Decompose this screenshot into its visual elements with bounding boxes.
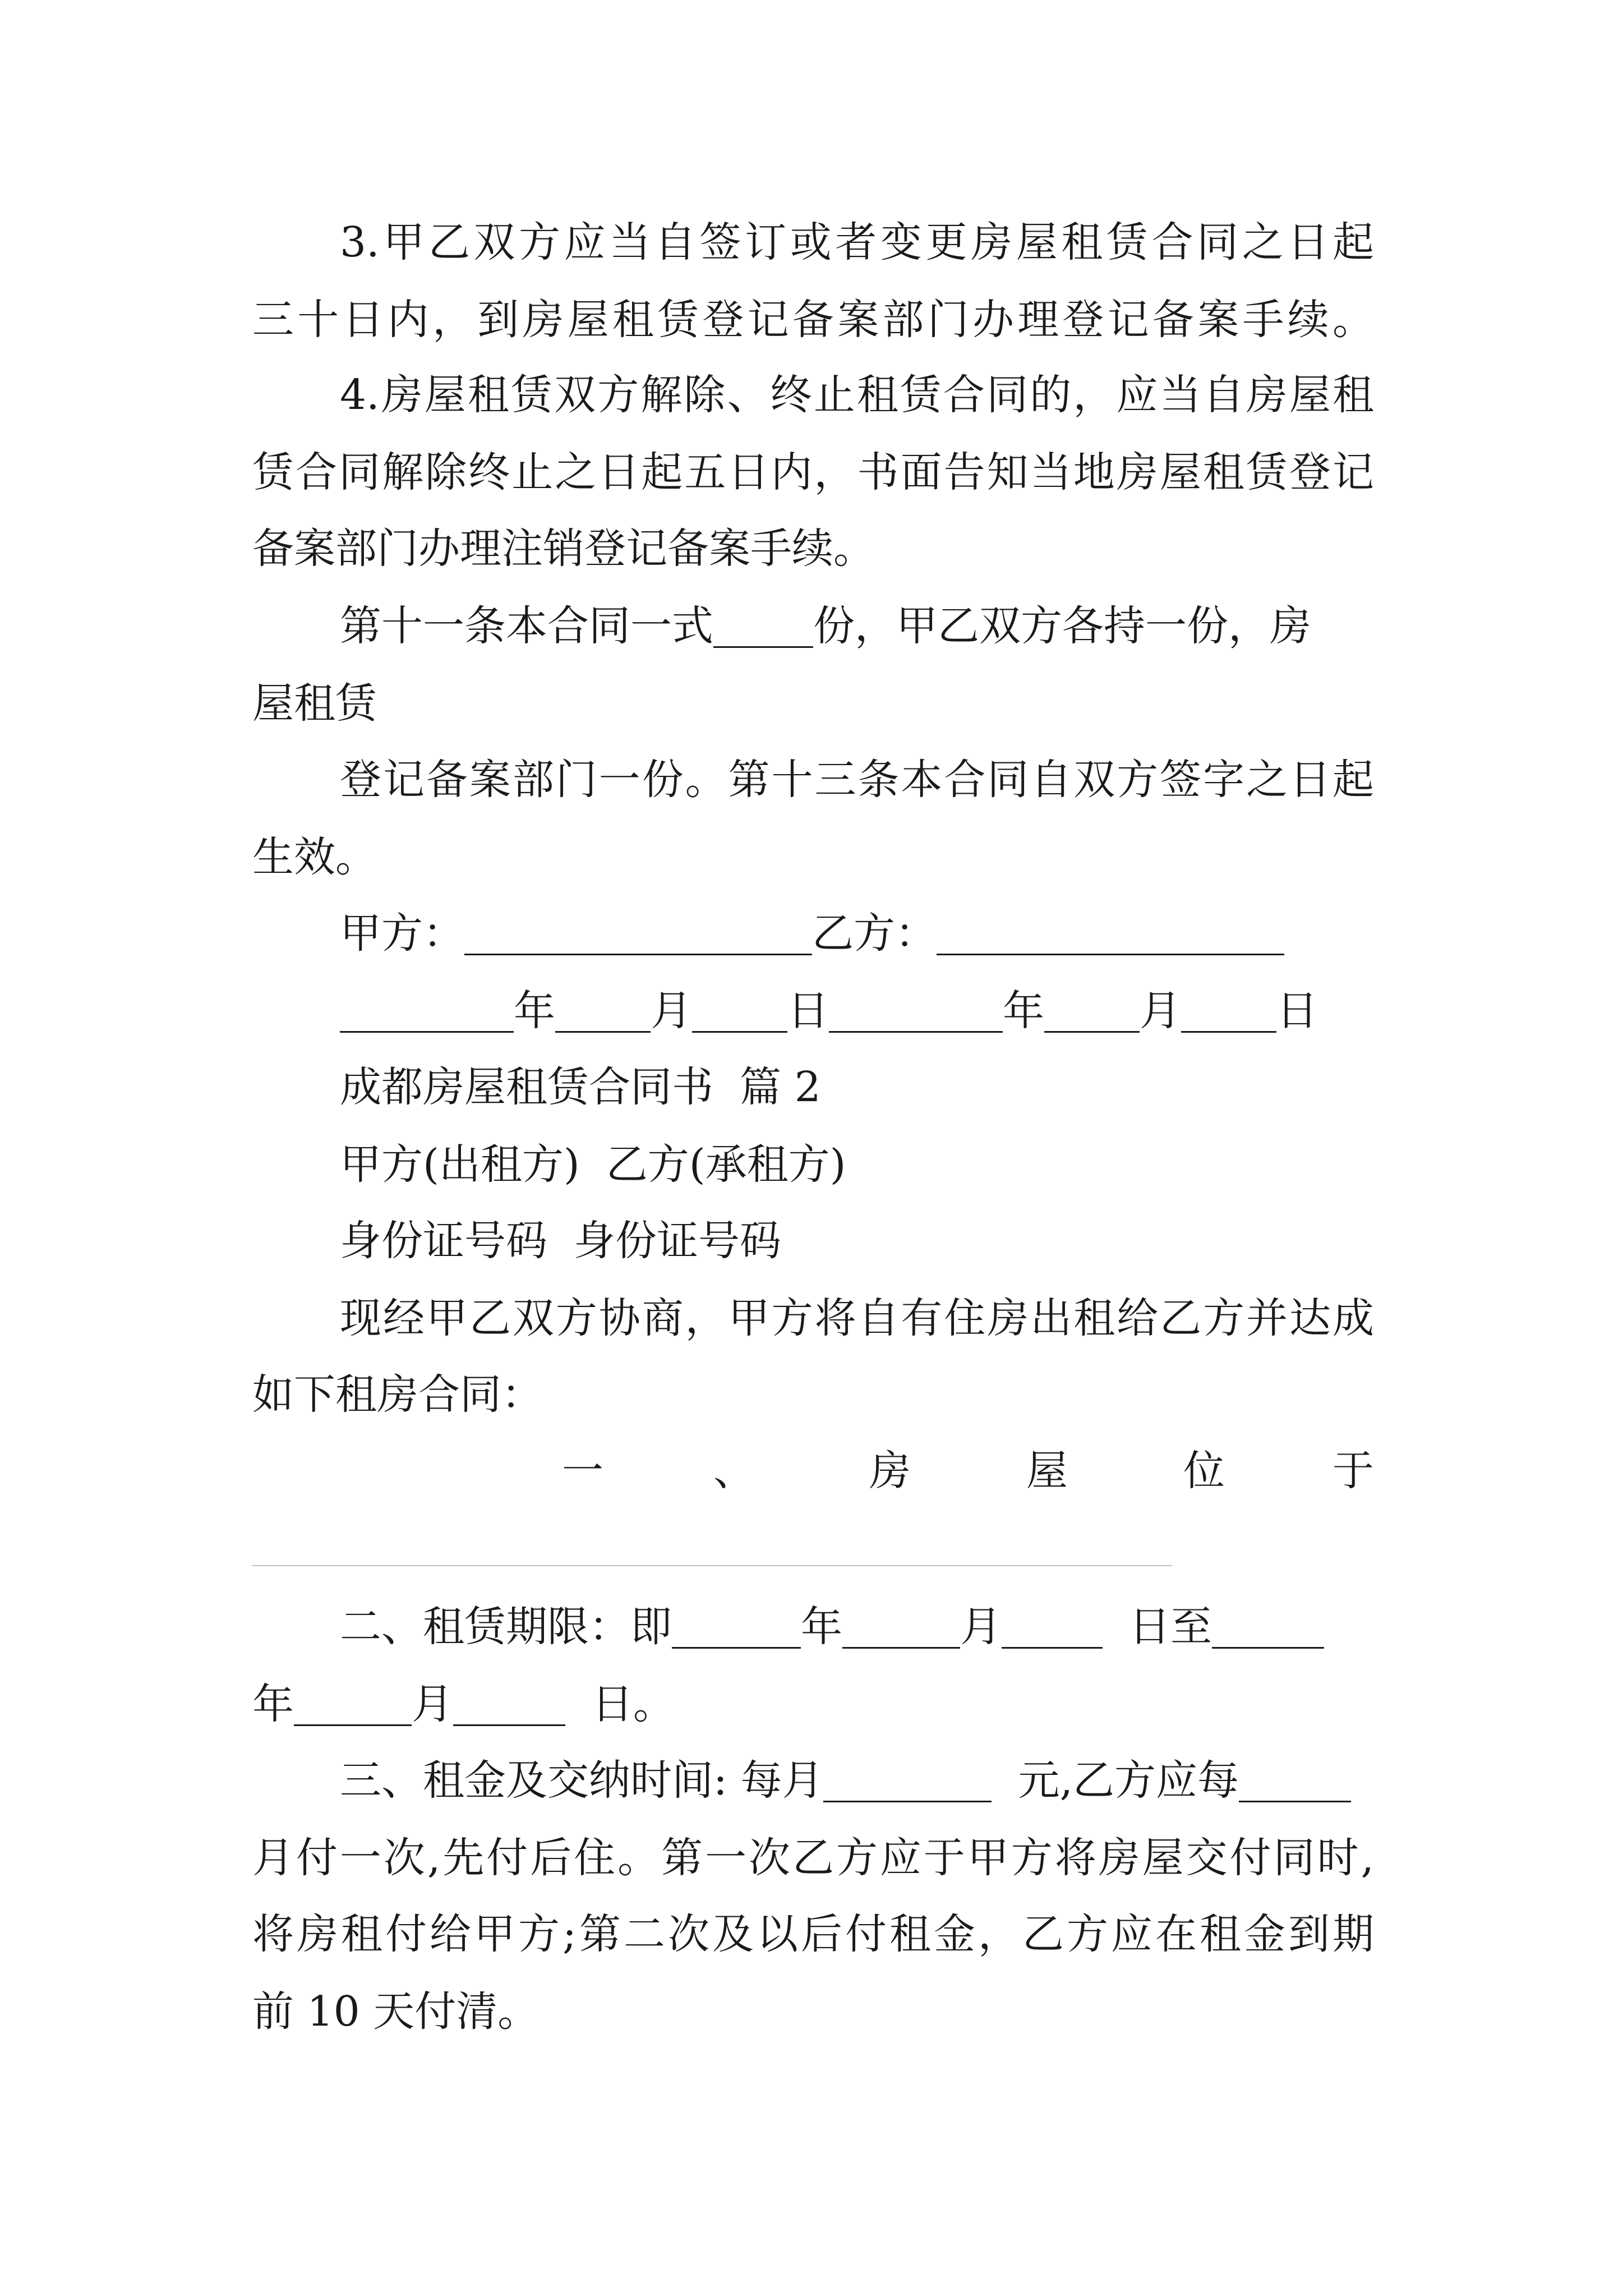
rent-line-2: 月付一次,先付后住。第一次乙方应于甲方将房屋交付同时, [252, 1834, 1374, 1882]
party-a-label: 甲方： [340, 909, 464, 958]
term-end-day-label: 日。 [592, 1680, 675, 1728]
term-start-day-blank [1002, 1605, 1103, 1649]
contract-2-heading: 成都房屋租赁合同书 篇 2 [340, 1063, 821, 1111]
term-end-year-label: 年 [252, 1680, 294, 1728]
term-end-year-blank [1212, 1605, 1324, 1649]
article-11-line-2: 屋租赁 [252, 679, 377, 728]
copies-blank [713, 605, 813, 648]
term-end-month-label: 月 [412, 1680, 453, 1728]
term-start-month-blank [842, 1605, 960, 1649]
term-start-month-label: 月 [960, 1603, 1002, 1651]
rent-prefix: 三、租金及交纳时间: 每月 [340, 1756, 824, 1805]
signature-parties-line [340, 905, 1374, 961]
payment-period-blank [1239, 1759, 1351, 1802]
date-a-day-label: 日 [787, 987, 829, 1035]
date-b-day-label: 日 [1276, 987, 1318, 1035]
article-13-line-2: 生效。 [252, 833, 377, 881]
clause-3-line-2: 三十日内，到房屋租赁登记备案部门办理登记备案手续。 [252, 296, 1374, 344]
house-location-char: 屋 [1026, 1447, 1068, 1495]
parties-line: 甲方(出租方) 乙方(承租方) [340, 1140, 846, 1189]
house-location-line [252, 1443, 1374, 1499]
lease-term-prefix: 二、租赁期限：即 [340, 1603, 672, 1651]
clause-4-line-3: 备案部门办理注销登记备案手续。 [252, 524, 875, 573]
lease-term-line-1 [340, 1599, 1374, 1655]
house-location-char: 房 [869, 1447, 911, 1495]
rent-line-3: 将房租付给甲方;第二次及以后付租金，乙方应在租金到期 [252, 1910, 1374, 1958]
article-11-prefix: 第十一条本合同一式 [340, 602, 713, 650]
date-a-month-blank [555, 990, 651, 1033]
signature-dates-line [340, 983, 1374, 1039]
clause-4-line-2: 赁合同解除终止之日起五日内，书面告知当地房屋租赁登记 [252, 448, 1374, 496]
date-b-year-label: 年 [1003, 987, 1044, 1035]
lease-term-line-2 [252, 1676, 1374, 1732]
article-11-suffix: 份，甲乙双方各持一份，房 [813, 602, 1311, 650]
article-11-line-1 [340, 598, 1374, 654]
date-a-year-blank [340, 990, 514, 1033]
party-b-blank [937, 912, 1284, 955]
monthly-rent-blank [823, 1759, 992, 1802]
article-13-line-1: 登记备案部门一份。第十三条本合同自双方签字之日起 [340, 756, 1374, 804]
term-end-day-blank [453, 1683, 565, 1726]
term-end-month-blank [294, 1683, 412, 1726]
rent-line-4: 前 10 天付清。 [252, 1987, 540, 2036]
house-location-char: 于 [1332, 1447, 1374, 1495]
term-start-year-blank [672, 1605, 801, 1649]
party-a-blank [464, 912, 812, 955]
intro-line-2: 如下租房合同： [252, 1370, 543, 1419]
rent-mid: 元,乙方应每 [1018, 1756, 1239, 1805]
party-b-label: 乙方： [812, 909, 937, 958]
date-a-year-label: 年 [514, 987, 555, 1035]
date-a-month-label: 月 [651, 987, 692, 1035]
house-location-char: 一 [562, 1447, 603, 1495]
date-b-month-blank [1044, 990, 1140, 1033]
term-start-year-label: 年 [801, 1603, 842, 1651]
rent-line-1 [340, 1752, 1374, 1809]
term-day-to-label: 日至 [1129, 1603, 1212, 1651]
house-location-char: 位 [1183, 1447, 1225, 1495]
intro-line-1: 现经甲乙双方协商，甲方将自有住房出租给乙方并达成 [340, 1294, 1374, 1342]
date-b-day-blank [1181, 990, 1276, 1033]
clause-4-line-1: 4.房屋租赁双方解除、终止租赁合同的，应当自房屋租 [340, 371, 1374, 419]
clause-3-line-1: 3.甲乙双方应当自签订或者变更房屋租赁合同之日起 [340, 218, 1374, 266]
house-location-blank [252, 1565, 1172, 1566]
house-location-char: 、 [713, 1447, 755, 1495]
date-b-year-blank [829, 990, 1003, 1033]
date-b-month-label: 月 [1140, 987, 1181, 1035]
id-numbers-line: 身份证号码 身份证号码 [340, 1217, 782, 1265]
date-a-day-blank [692, 990, 787, 1033]
